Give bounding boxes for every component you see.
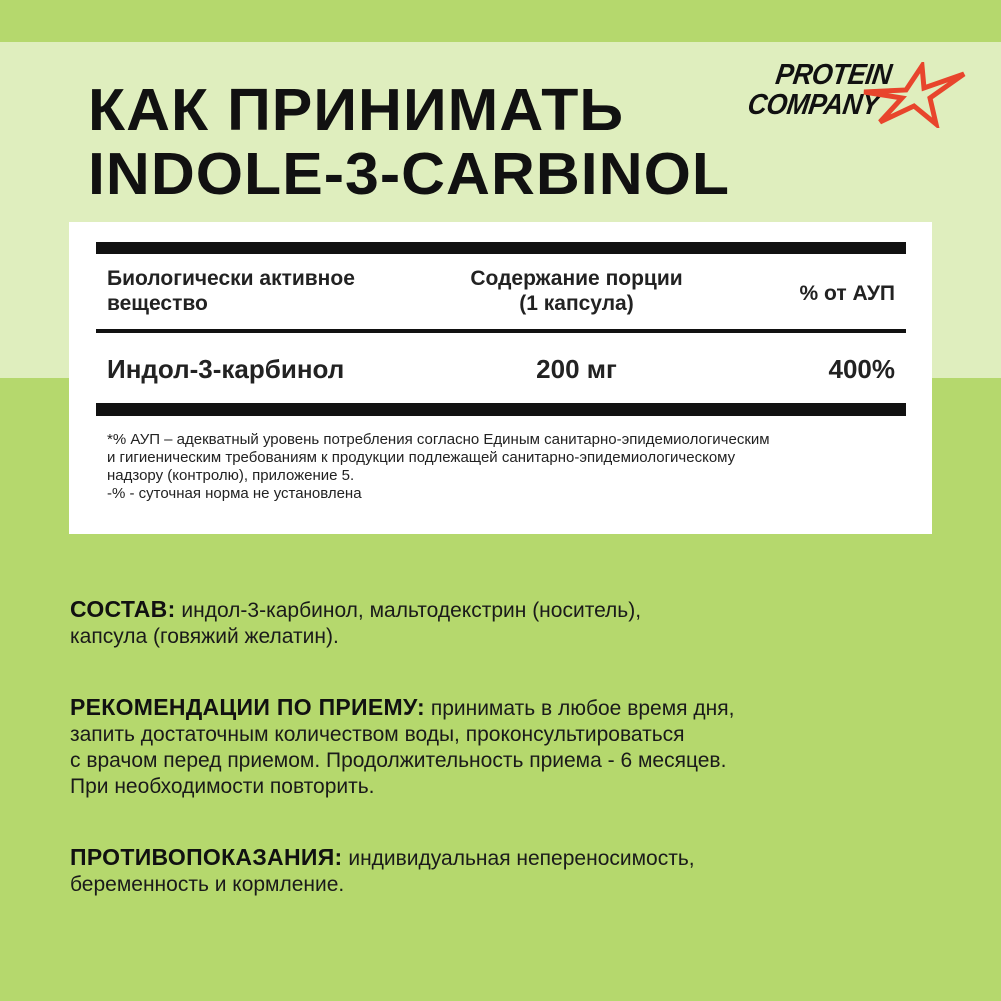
- recommendations-text: запить достаточным количеством воды, проконсультироваться: [70, 723, 685, 746]
- contraindications-text: индивидуальная непереносимость,: [342, 847, 695, 870]
- top-strip: [0, 0, 1001, 42]
- footnote-line: надзору (контролю), приложение 5.: [107, 467, 355, 484]
- header-percent: % от АУП: [799, 282, 895, 305]
- star-icon: [862, 62, 966, 128]
- table-rule-middle: [96, 329, 906, 333]
- row-percent-value: 400%: [828, 354, 895, 384]
- recommendations-text: При необходимости повторить.: [70, 775, 375, 798]
- composition-label: СОСТАВ:: [70, 596, 176, 622]
- table-rule-top: [96, 242, 906, 254]
- nutrition-table-card: [69, 222, 932, 534]
- recommendations-section: [70, 694, 950, 800]
- row-substance-name: Индол-3-карбинол: [107, 354, 345, 384]
- recommendations-text: принимать в любое время дня,: [424, 697, 735, 720]
- brand-logo: [745, 56, 968, 132]
- footnote-line: *% АУП – адекватный уровень потребления согласно Единым санитарно-эпидемиологическим: [107, 431, 770, 448]
- page-title: [88, 78, 730, 206]
- header-substance: Биологически активное вещество: [107, 267, 355, 315]
- contraindications-label: ПРОТИВОПОКАЗАНИЯ:: [70, 844, 343, 870]
- recommendations-text: с врачом перед приемом. Продолжительность приема - 6 месяцев.: [70, 749, 727, 772]
- table-footnote: [107, 431, 917, 503]
- recommendations-label: РЕКОМЕНДАЦИИ ПО ПРИЕМУ:: [70, 694, 425, 720]
- composition-section: [70, 596, 950, 650]
- table-rule-bottom: [96, 403, 906, 416]
- footnote-line: и гигиеническим требованиям к продукции подлежащей санитарно-эпидемиологическому: [107, 449, 736, 466]
- page-title-line2: INDOLE-3-CARBINOL: [88, 141, 731, 207]
- footnote-line: -% - суточная норма не установлена: [107, 485, 362, 502]
- composition-text: капсула (говяжий желатин).: [70, 625, 339, 648]
- logo-text-line1: PROTEIN: [773, 59, 894, 91]
- header-serving: Содержание порции (1 капсула): [470, 267, 683, 315]
- contraindications-section: [70, 844, 950, 898]
- row-serving-amount: 200 мг: [536, 354, 617, 384]
- contraindications-text: беременность и кормление.: [70, 873, 345, 896]
- composition-text: индол-3-карбинол, мальтодекстрин (носитель),: [175, 599, 642, 622]
- logo-text-line2: COMPANY: [745, 89, 882, 121]
- page-title-line1: КАК ПРИНИМАТЬ: [88, 77, 625, 143]
